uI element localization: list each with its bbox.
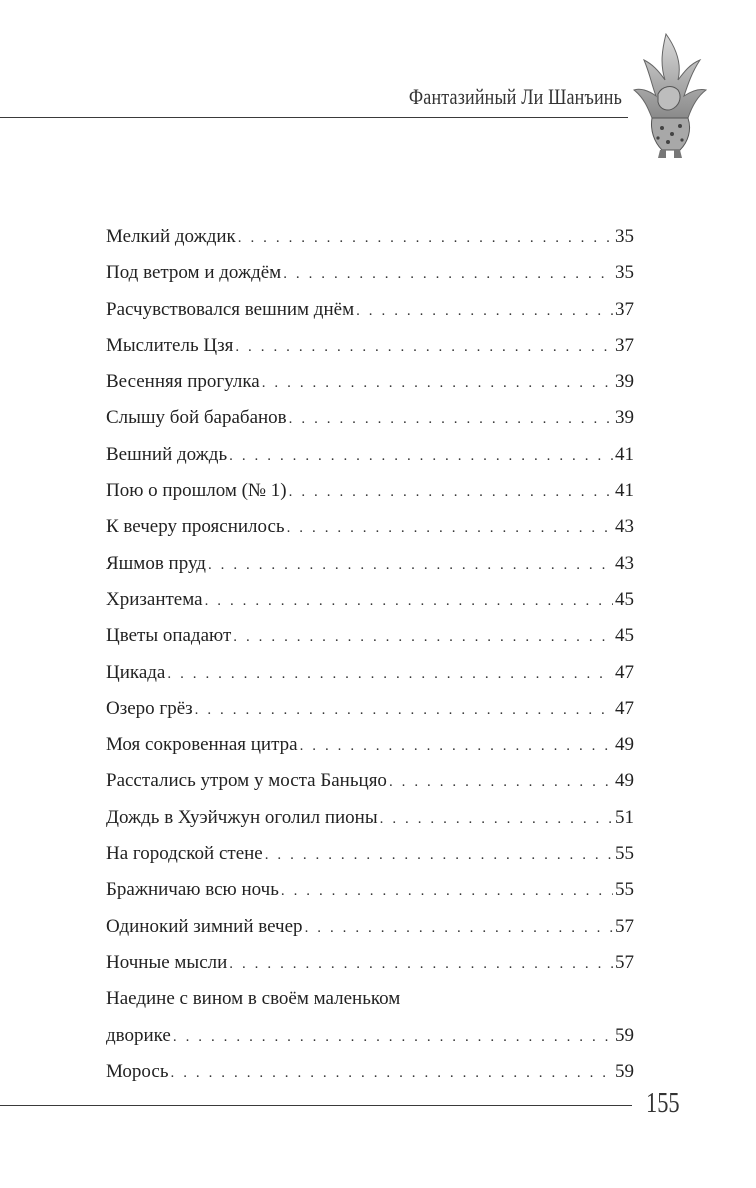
toc-leader-dots	[289, 401, 613, 437]
toc-entry	[106, 800, 634, 836]
toc-entry	[106, 473, 634, 509]
toc-leader-dots	[389, 764, 613, 800]
toc-entry-title: Мелкий дождик	[106, 226, 236, 247]
toc-entry	[106, 400, 634, 436]
toc-entry-title: Цветы опадают	[106, 625, 232, 647]
toc-entry-title-line1: Наедине с вином в своём маленьком	[106, 988, 401, 1010]
toc-entry-title: На городской стене	[106, 843, 263, 865]
toc-entry-page: 39	[615, 371, 634, 393]
toc-entry-title: Одинокий зимний вечер	[106, 915, 303, 937]
toc-entry-page: 55	[615, 879, 634, 901]
toc-entry	[106, 872, 634, 908]
toc-leader-dots	[173, 1019, 613, 1055]
toc-entry-title: Ночные мысли	[106, 951, 228, 973]
toc-entry-title: Расчувствовался вешним днём	[106, 298, 355, 320]
toc-entry-page: 47	[615, 661, 634, 683]
toc-entry-page: 51	[615, 806, 634, 828]
toc-leader-dots	[289, 474, 613, 510]
toc-entry	[106, 328, 634, 364]
toc-leader-dots	[281, 873, 613, 909]
toc-entry	[106, 255, 634, 291]
toc-entry-page: 39	[615, 407, 634, 429]
toc-entry-page: 35	[615, 226, 634, 247]
toc-leader-dots	[171, 1055, 614, 1091]
toc-leader-dots	[305, 910, 613, 946]
toc-entry	[106, 655, 634, 691]
toc-entry-page: 49	[615, 734, 634, 756]
toc-entry-title: Под ветром и дождём	[106, 262, 282, 284]
toc-entry	[106, 836, 634, 872]
toc-entry-title: Озеро грёз	[106, 697, 193, 719]
toc-entry-page: 37	[615, 334, 634, 356]
toc-entry	[106, 364, 634, 400]
toc-leader-dots	[167, 656, 613, 692]
toc-entry	[106, 437, 634, 473]
toc-entry-title: Расстались утром у моста Баньцяо	[106, 770, 387, 792]
toc-entry	[106, 618, 634, 654]
toc-entry-title-line2: дворике	[106, 1024, 171, 1046]
toc-entry-page: 47	[615, 697, 634, 719]
toc-entry	[106, 945, 634, 981]
toc-leader-dots	[356, 293, 613, 329]
ornamental-flame-figurine-icon	[632, 30, 708, 160]
toc-leader-dots	[235, 329, 613, 365]
toc-entry	[106, 691, 634, 727]
toc-leader-dots	[229, 946, 613, 982]
toc-entry-page: 57	[615, 951, 634, 973]
toc-entry	[106, 509, 634, 545]
toc-entry-page: 55	[615, 843, 634, 865]
toc-leader-dots	[262, 365, 613, 401]
toc-entry-title: Моя сокровенная цитра	[106, 734, 298, 756]
toc-entry	[106, 582, 634, 618]
toc-leader-dots	[300, 728, 613, 764]
toc-entry-page: 45	[615, 588, 634, 610]
toc-leader-dots	[233, 619, 613, 655]
toc-entry-page: 59	[615, 1061, 634, 1083]
toc-entry-page: 41	[615, 443, 634, 465]
toc-entry-page: 37	[615, 298, 634, 320]
toc-entry	[106, 763, 634, 799]
toc-entry	[106, 546, 634, 582]
toc-entry	[106, 727, 634, 763]
toc-entry	[106, 1054, 634, 1090]
toc-leader-dots	[238, 220, 613, 256]
toc-leader-dots	[265, 837, 613, 873]
running-header-title: Фантазийный Ли Шанъинь	[408, 84, 622, 109]
toc-leader-dots	[283, 256, 613, 292]
toc-entry-title: Бражничаю всю ночь	[106, 879, 279, 901]
toc-entry	[106, 981, 634, 1054]
toc-entry	[106, 909, 634, 945]
header-rule	[0, 117, 628, 118]
toc-entry	[106, 219, 634, 255]
toc-entry-title: Морось	[106, 1061, 169, 1083]
toc-entry-page: 45	[615, 625, 634, 647]
toc-leader-dots	[287, 510, 613, 546]
toc-entry-title: Цикада	[106, 661, 166, 683]
toc-entry-page: 49	[615, 770, 634, 792]
toc-leader-dots	[205, 583, 613, 619]
toc-entry-title: Пою о прошлом (№ 1)	[106, 480, 287, 502]
toc-entry-title: Вешний дождь	[106, 443, 228, 465]
toc-entry	[106, 292, 634, 328]
table-of-contents	[106, 219, 634, 1091]
footer-rule	[0, 1105, 632, 1106]
toc-entry-title: Хризантема	[106, 588, 203, 610]
toc-entry-title: Слышу бой барабанов	[106, 407, 287, 429]
toc-entry-page: 41	[615, 480, 634, 502]
toc-entry-page: 59	[615, 1024, 634, 1046]
toc-entry-title: Яшмов пруд	[106, 552, 206, 574]
toc-leader-dots	[229, 438, 613, 474]
toc-entry-page: 35	[615, 262, 634, 284]
toc-leader-dots	[380, 801, 613, 837]
toc-entry-title: Мыслитель Цзя	[106, 334, 234, 356]
toc-entry-title: Весенняя прогулка	[106, 371, 260, 393]
toc-entry-page: 57	[615, 915, 634, 937]
toc-entry-page: 43	[615, 516, 634, 538]
page-number: 155	[646, 1088, 680, 1119]
toc-entry-title: Дождь в Хуэйчжун оголил пионы	[106, 806, 378, 828]
toc-leader-dots	[208, 547, 613, 583]
toc-leader-dots	[195, 692, 613, 728]
toc-entry-title: К вечеру прояснилось	[106, 516, 285, 538]
toc-entry-page: 43	[615, 552, 634, 574]
